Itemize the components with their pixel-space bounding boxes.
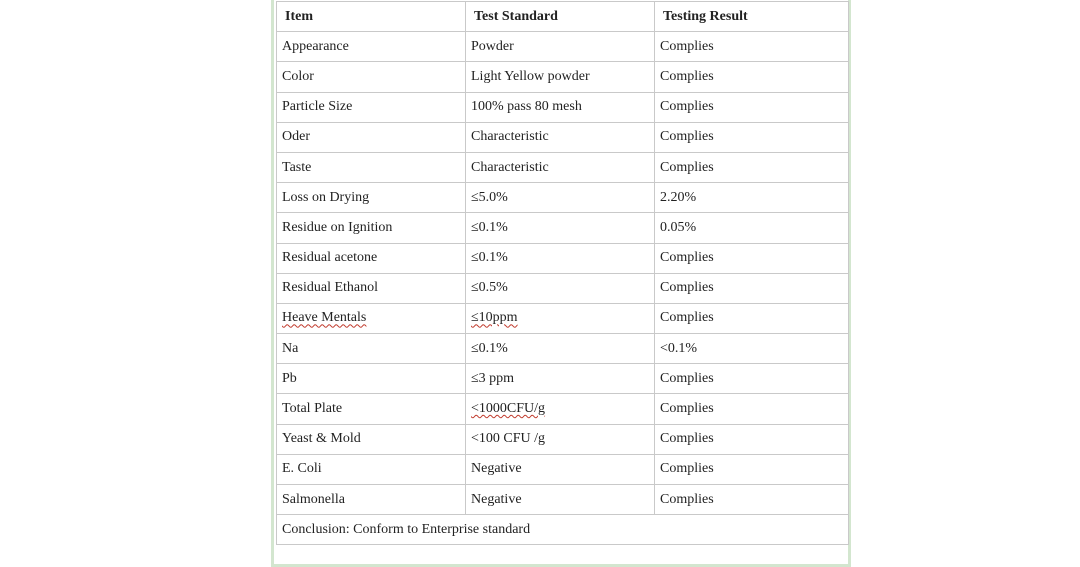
cell-result: 0.05% (655, 213, 849, 243)
cell-standard: ≤0.1% (466, 213, 655, 243)
cell-item: Yeast & Mold (277, 424, 466, 454)
table-row (277, 334, 849, 364)
cell-standard (466, 394, 655, 424)
cell-item: Na (277, 334, 466, 364)
table-row (277, 394, 849, 424)
cell-item (277, 303, 466, 333)
header-testing-result: Testing Result (655, 2, 849, 32)
header-test-standard: Test Standard (466, 2, 655, 32)
cell-standard: Characteristic (466, 122, 655, 152)
cell-result: Complies (655, 394, 849, 424)
cell-result: Complies (655, 122, 849, 152)
conclusion-row (277, 515, 849, 545)
cell-item: Appearance (277, 32, 466, 62)
table-row (277, 364, 849, 394)
cell-result: Complies (655, 424, 849, 454)
table-header-row (277, 2, 849, 32)
cell-standard: Powder (466, 32, 655, 62)
cell-result: Complies (655, 303, 849, 333)
cell-standard: 100% pass 80 mesh (466, 92, 655, 122)
cell-item: Salmonella (277, 485, 466, 515)
cell-standard: ≤5.0% (466, 183, 655, 213)
cell-item: Residue on Ignition (277, 213, 466, 243)
table-row (277, 424, 849, 454)
table-row (277, 62, 849, 92)
cell-result: Complies (655, 364, 849, 394)
cell-result: Complies (655, 243, 849, 273)
table-row (277, 152, 849, 182)
table-row (277, 92, 849, 122)
table-row (277, 183, 849, 213)
cell-standard: Characteristic (466, 152, 655, 182)
cell-result: Complies (655, 152, 849, 182)
cell-result: Complies (655, 62, 849, 92)
cell-standard: ≤0.1% (466, 243, 655, 273)
spellcheck-text: ≤10ppm (471, 310, 518, 326)
cell-item: Residual Ethanol (277, 273, 466, 303)
spellcheck-text: Heave Mentals (282, 310, 367, 326)
cell-item: Loss on Drying (277, 183, 466, 213)
table-row (277, 213, 849, 243)
cell-standard (466, 303, 655, 333)
cell-standard: ≤3 ppm (466, 364, 655, 394)
cell-result: Complies (655, 92, 849, 122)
cell-result: Complies (655, 485, 849, 515)
spec-table (276, 1, 849, 545)
cell-standard: ≤0.5% (466, 273, 655, 303)
table-row (277, 303, 849, 333)
table-row (277, 273, 849, 303)
cell-standard: Negative (466, 485, 655, 515)
cell-result: 2.20% (655, 183, 849, 213)
cell-item: E. Coli (277, 454, 466, 484)
cell-item: Pb (277, 364, 466, 394)
table-row (277, 454, 849, 484)
table-row (277, 32, 849, 62)
cell-item: Total Plate (277, 394, 466, 424)
cell-result: Complies (655, 273, 849, 303)
table-row (277, 243, 849, 273)
header-item: Item (277, 2, 466, 32)
document-frame (271, 0, 851, 567)
spellcheck-text: <1000CFU/g (471, 401, 546, 417)
conclusion-cell: Conclusion: Conform to Enterprise standard (277, 515, 849, 545)
cell-item: Residual acetone (277, 243, 466, 273)
cell-item: Color (277, 62, 466, 92)
cell-result: Complies (655, 454, 849, 484)
table-row (277, 485, 849, 515)
cell-result: <0.1% (655, 334, 849, 364)
cell-item: Oder (277, 122, 466, 152)
cell-result: Complies (655, 32, 849, 62)
cell-item: Taste (277, 152, 466, 182)
cell-standard: Light Yellow powder (466, 62, 655, 92)
cell-item: Particle Size (277, 92, 466, 122)
cell-standard: <100 CFU /g (466, 424, 655, 454)
cell-standard: Negative (466, 454, 655, 484)
cell-standard: ≤0.1% (466, 334, 655, 364)
table-row (277, 122, 849, 152)
